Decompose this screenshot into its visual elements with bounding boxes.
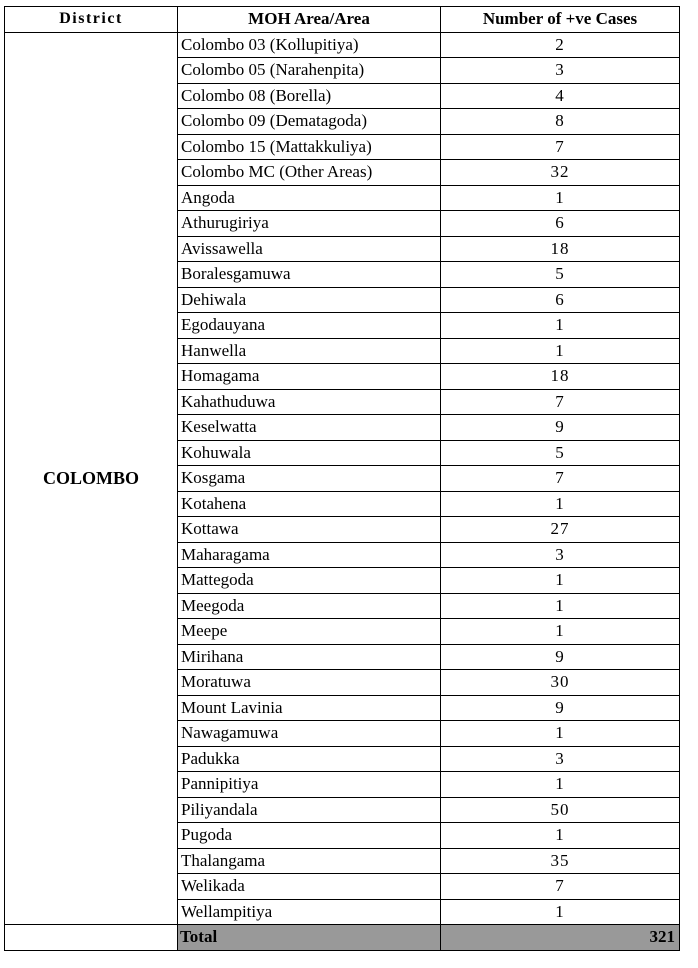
moh-area-cell: Hanwella	[178, 338, 441, 364]
moh-area-cell: Colombo 09 (Dematagoda)	[178, 109, 441, 135]
moh-area-cell: Homagama	[178, 364, 441, 390]
case-count-cell: 3	[441, 542, 680, 568]
case-count-cell: 6	[441, 211, 680, 237]
moh-area-cell: Boralesgamuwa	[178, 262, 441, 288]
case-count-cell: 8	[441, 109, 680, 135]
moh-area-cell: Keselwatta	[178, 415, 441, 441]
case-count-cell: 1	[441, 338, 680, 364]
moh-area-cell: Mount Lavinia	[178, 695, 441, 721]
moh-area-cell: Mattegoda	[178, 568, 441, 594]
moh-area-cell: Colombo 15 (Mattakkuliya)	[178, 134, 441, 160]
total-label: Total	[178, 925, 441, 951]
case-count-cell: 27	[441, 517, 680, 543]
moh-area-cell: Athurugiriya	[178, 211, 441, 237]
case-count-cell: 1	[441, 593, 680, 619]
moh-area-cell: Kotahena	[178, 491, 441, 517]
moh-area-cell: Moratuwa	[178, 670, 441, 696]
total-value: 321	[441, 925, 680, 951]
moh-area-cell: Thalangama	[178, 848, 441, 874]
case-count-cell: 1	[441, 568, 680, 594]
moh-area-cell: Dehiwala	[178, 287, 441, 313]
case-count-cell: 18	[441, 364, 680, 390]
case-count-cell: 30	[441, 670, 680, 696]
table-row	[5, 32, 680, 58]
header-cases: Number of +ve Cases	[441, 7, 680, 33]
moh-area-cell: Padukka	[178, 746, 441, 772]
table-body	[5, 32, 680, 950]
case-count-cell: 18	[441, 236, 680, 262]
case-count-cell: 32	[441, 160, 680, 186]
case-count-cell: 7	[441, 134, 680, 160]
total-row-blank-cell	[5, 925, 178, 951]
moh-area-cell: Avissawella	[178, 236, 441, 262]
moh-area-cell: Nawagamuwa	[178, 721, 441, 747]
moh-area-cell: Wellampitiya	[178, 899, 441, 925]
case-count-cell: 35	[441, 848, 680, 874]
case-count-cell: 3	[441, 58, 680, 84]
moh-area-cell: Welikada	[178, 874, 441, 900]
case-count-cell: 1	[441, 313, 680, 339]
moh-area-cell: Colombo 05 (Narahenpita)	[178, 58, 441, 84]
case-count-cell: 1	[441, 619, 680, 645]
case-count-cell: 3	[441, 746, 680, 772]
case-count-cell: 7	[441, 874, 680, 900]
header-moh-area: MOH Area/Area	[178, 7, 441, 33]
moh-area-cell: Maharagama	[178, 542, 441, 568]
case-count-cell: 4	[441, 83, 680, 109]
case-count-cell: 1	[441, 721, 680, 747]
district-name: COLOMBO	[5, 32, 178, 925]
case-count-cell: 6	[441, 287, 680, 313]
moh-area-cell: Mirihana	[178, 644, 441, 670]
header-district: District	[5, 7, 178, 33]
case-count-cell: 9	[441, 644, 680, 670]
moh-area-cell: Kottawa	[178, 517, 441, 543]
case-count-cell: 1	[441, 491, 680, 517]
moh-area-cell: Meegoda	[178, 593, 441, 619]
case-count-cell: 2	[441, 32, 680, 58]
moh-area-cell: Kosgama	[178, 466, 441, 492]
moh-area-cell: Pannipitiya	[178, 772, 441, 798]
moh-area-cell: Meepe	[178, 619, 441, 645]
case-count-cell: 1	[441, 185, 680, 211]
moh-area-cell: Piliyandala	[178, 797, 441, 823]
moh-area-cell: Egodauyana	[178, 313, 441, 339]
moh-area-cell: Kohuwala	[178, 440, 441, 466]
moh-area-cell: Colombo MC (Other Areas)	[178, 160, 441, 186]
moh-area-cell: Angoda	[178, 185, 441, 211]
case-count-cell: 1	[441, 772, 680, 798]
case-count-cell: 7	[441, 389, 680, 415]
total-row	[5, 925, 680, 951]
case-count-cell: 5	[441, 440, 680, 466]
moh-area-cell: Kahathuduwa	[178, 389, 441, 415]
moh-area-cell: Colombo 03 (Kollupitiya)	[178, 32, 441, 58]
case-count-cell: 1	[441, 823, 680, 849]
cases-table	[4, 6, 680, 951]
moh-area-cell: Pugoda	[178, 823, 441, 849]
header-row	[5, 7, 680, 33]
case-count-cell: 9	[441, 415, 680, 441]
moh-area-cell: Colombo 08 (Borella)	[178, 83, 441, 109]
case-count-cell: 50	[441, 797, 680, 823]
case-count-cell: 1	[441, 899, 680, 925]
case-count-cell: 5	[441, 262, 680, 288]
case-count-cell: 7	[441, 466, 680, 492]
case-count-cell: 9	[441, 695, 680, 721]
